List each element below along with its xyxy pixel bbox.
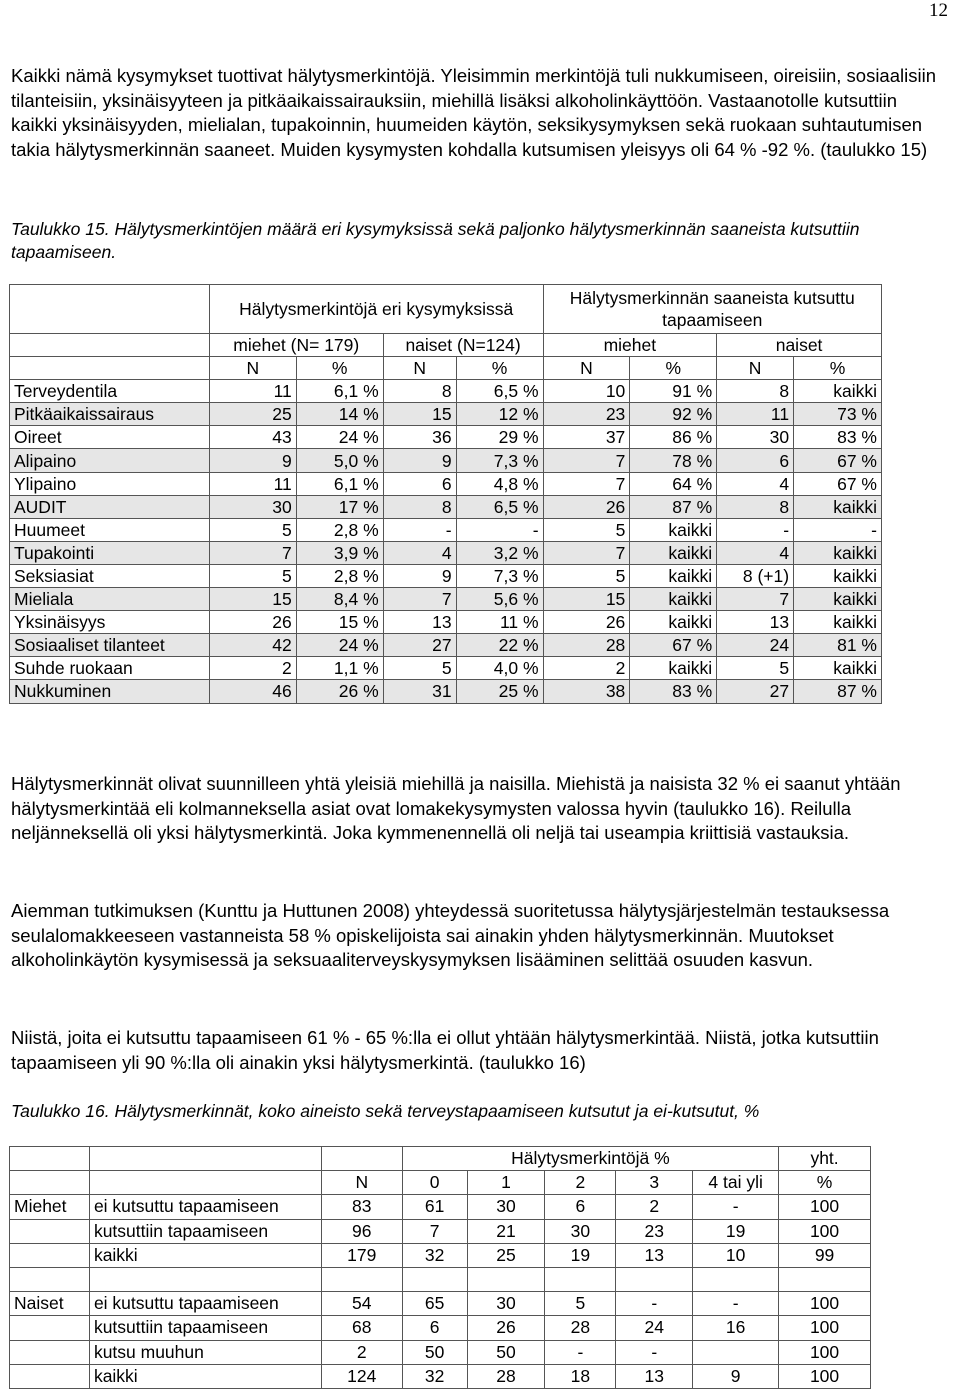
table-row [10,680,882,703]
table-cell: 23 [543,403,630,426]
table-cell: 5 [545,1292,616,1316]
paragraph-2: Hälytysmerkinnät olivat suunnilleen yhtä yleisiä miehillä ja naisilla. Miehistä ja naisista 32 % ei saanut yhtään hälytysmerkintää eli kolmanneksella asiat ovat lomakekysymysten valossa hyvin (taulukko 16). Reilulla neljänneksellä oli yksi hälytysmerkintä. Joka kymmenennellä oli neljä tai useampia kriittisiä vastauksia. [11,773,901,843]
empty-cell [545,1267,616,1291]
table-cell: 2,8 % [296,564,383,587]
paragraph-3: Aiemman tutkimuksen (Kunttu ja Huttunen 2008) yhteydessä suoritetussa hälytysjärjestelmän testauksessa seulalomakkeeseen vastanneista 58 % opiskelijoista sai ainakin yhden hälytysmerkinnän. Muutokset alkoholinkäytön kysymisessä ja seksuaaliterveyskysymyksen lisääminen selittää osuuden kasvun. [11,900,890,970]
table-cell: 19 [693,1219,779,1243]
group-label-empty [10,1316,90,1340]
table-cell: 42 [209,634,296,657]
header-group-1: Hälytysmerkintöjä eri kysymyksissä [209,285,543,334]
header-empty [321,1147,402,1171]
row-label: kutsuttiin tapaamiseen [89,1316,321,1340]
table-cell: 13 [616,1243,693,1267]
table-cell: 3,2 % [456,541,543,564]
table-cell: 7 [209,541,296,564]
table-cell: 9 [383,564,456,587]
table-cell: 24 [717,634,794,657]
table-cell: 18 [545,1364,616,1388]
table-row [10,1340,871,1364]
table-cell: 67 % [630,634,717,657]
col-header: N [321,1171,402,1195]
table-row [10,1316,871,1340]
table-cell: 15 [209,588,296,611]
table-cell: 83 [321,1195,402,1219]
row-label: Pitkäaikaissairaus [10,403,210,426]
group-label-empty [10,1340,90,1364]
table-16 [9,1146,871,1389]
table-cell: 9 [383,449,456,472]
table-cell: 6,1 % [296,472,383,495]
table-cell: 22 % [456,634,543,657]
table-cell: 179 [321,1243,402,1267]
table-cell: - [693,1195,779,1219]
table-cell: 5 [543,564,630,587]
group-label-empty [10,1243,90,1267]
table-cell: 10 [693,1243,779,1267]
table-cell: 50 [467,1340,545,1364]
table-cell: 83 % [794,426,882,449]
table-cell: 8 [383,380,456,403]
row-label: kutsuttiin tapaamiseen [89,1219,321,1243]
table-cell: 8,4 % [296,588,383,611]
table-cell: 91 % [630,380,717,403]
table-cell: 5,6 % [456,588,543,611]
unit-header: % [456,357,543,380]
header-empty [10,357,210,380]
table-cell: 100 [779,1195,871,1219]
table-cell: 11 % [456,611,543,634]
table-cell: kaikki [630,611,717,634]
table-cell: 9 [693,1364,779,1388]
col-header: 0 [402,1171,467,1195]
table-cell: 30 [467,1292,545,1316]
table-cell: 4 [717,472,794,495]
table-cell: kaikki [794,564,882,587]
table-cell: 8 [383,495,456,518]
table-row [10,541,882,564]
col-header: 4 tai yli [693,1171,779,1195]
group-label: Miehet [10,1195,90,1219]
table-cell: kaikki [794,541,882,564]
row-label: Yksinäisyys [10,611,210,634]
table-row [10,403,882,426]
table-cell: 7 [717,588,794,611]
table-cell: kaikki [630,588,717,611]
table-cell: - [383,518,456,541]
table-cell: 124 [321,1364,402,1388]
table-cell: 13 [717,611,794,634]
table-cell: kaikki [630,518,717,541]
table-cell: - [794,518,882,541]
table-cell: 26 [467,1316,545,1340]
col-header: % [779,1171,871,1195]
row-label: kaikki [89,1243,321,1267]
table-cell: 99 [779,1243,871,1267]
table-cell: 100 [779,1316,871,1340]
row-label: ei kutsuttu tapaamiseen [89,1195,321,1219]
table-cell: 21 [467,1219,545,1243]
table-cell: 13 [616,1364,693,1388]
table-cell: 8 (+1) [717,564,794,587]
table-cell: kaikki [630,657,717,680]
table-cell: 43 [209,426,296,449]
table-15-caption: Taulukko 15. Hälytysmerkintöjen määrä eri kysymyksissä sekä paljonko hälytysmerkinnän saaneista kutsuttiin tapaamiseen. [11,219,860,262]
table-cell: 36 [383,426,456,449]
table-row [10,588,882,611]
table-cell: 37 [543,426,630,449]
table-cell: 6 [402,1316,467,1340]
table-cell: 64 % [630,472,717,495]
table-cell: 24 % [296,426,383,449]
row-label: Mieliala [10,588,210,611]
table-cell: 7 [402,1219,467,1243]
table-cell: 100 [779,1364,871,1388]
table-cell: 61 [402,1195,467,1219]
header-empty [89,1171,321,1195]
table-row [10,1292,871,1316]
table-cell: 4,8 % [456,472,543,495]
table-row [10,1364,871,1388]
table-row [10,634,882,657]
table-cell: 12 % [456,403,543,426]
table-cell: 81 % [794,634,882,657]
table-cell: 24 % [296,634,383,657]
sub-header: miehet (N= 179) [209,334,383,357]
table-cell: 2 [543,657,630,680]
paragraph-1: Kaikki nämä kysymykset tuottivat hälytysmerkintöjä. Yleisimmin merkintöjä tuli nukkumiseen, oireisiin, sosiaalisiin tilanteisiin, yksinäisyyteen ja pitkäaikaissairauksiin, miehillä lisäksi alkoholinkäyttöön. Vastaanotolle kutsuttiin kaikki yksinäisyyden, mielialan, tupakoinnin, huumeiden käytön, seksikysymyksen sekä ruokaan suhtautumisen takia hälytysmerkinnän saaneet. Muiden kysymysten kohdalla kutsumisen yleisyys oli 64 % -92 %. (taulukko 15) [11,65,936,160]
table-subheader-row [10,334,882,357]
table-cell: 26 [209,611,296,634]
table-row [10,1195,871,1219]
table-cell: 100 [779,1340,871,1364]
empty-cell [693,1267,779,1291]
table-cell: 1,1 % [296,657,383,680]
table-cell: 3,9 % [296,541,383,564]
table-cell: 7,3 % [456,564,543,587]
table-cell: 7,3 % [456,449,543,472]
table-cell: 87 % [630,495,717,518]
table-cell: 4 [717,541,794,564]
table-cell: - [717,518,794,541]
row-label: Ylipaino [10,472,210,495]
table-cell: 86 % [630,426,717,449]
table-cell: 15 % [296,611,383,634]
table-cell: kaikki [794,657,882,680]
table-cell: 2 [209,657,296,680]
row-label: Huumeet [10,518,210,541]
table-row [10,449,882,472]
table-cell: 7 [383,588,456,611]
table-cell: 38 [543,680,630,703]
table-cell: 26 [543,495,630,518]
header-group-2: Hälytysmerkinnän saaneista kutsuttu tapaamiseen [543,285,881,334]
col-header: 2 [545,1171,616,1195]
table-cell: 15 [383,403,456,426]
row-label: Sosiaaliset tilanteet [10,634,210,657]
table-cell: 4,0 % [456,657,543,680]
header-group: Hälytysmerkintöjä % [402,1147,778,1171]
table-cell: 50 [402,1340,467,1364]
row-label: AUDIT [10,495,210,518]
table-cell: kaikki [794,380,882,403]
table-cell: kaikki [630,541,717,564]
table-cell: 8 [717,380,794,403]
table-cell: 46 [209,680,296,703]
table-cell: 2,8 % [296,518,383,541]
table-cell: 7 [543,541,630,564]
table-cell: 19 [545,1243,616,1267]
header-empty [10,285,210,334]
table-cell: 6 [717,449,794,472]
row-label: Oireet [10,426,210,449]
table-row [10,495,882,518]
table-cell: 28 [545,1316,616,1340]
table-cell: 6 [545,1195,616,1219]
unit-header: N [383,357,456,380]
table-cell: 32 [402,1364,467,1388]
group-label: Naiset [10,1292,90,1316]
table-cell: 78 % [630,449,717,472]
unit-header: % [630,357,717,380]
table-cell: 92 % [630,403,717,426]
table-cell: - [456,518,543,541]
separator-row [10,1267,871,1291]
empty-cell [616,1267,693,1291]
table-cell: 13 [383,611,456,634]
table-cell: 11 [209,380,296,403]
unit-header: N [209,357,296,380]
col-header: 3 [616,1171,693,1195]
table-cell: 65 [402,1292,467,1316]
row-label: Terveydentila [10,380,210,403]
table-cell: 67 % [794,449,882,472]
unit-header: N [543,357,630,380]
table-15 [9,284,882,704]
table-cell: kaikki [794,588,882,611]
row-label: kaikki [89,1364,321,1388]
table-cell: 83 % [630,680,717,703]
header-empty [10,1171,90,1195]
table-row [10,518,882,541]
page-number: 12 [929,0,948,21]
table-row [10,426,882,449]
group-label-empty [10,1364,90,1388]
table-cell: 26 [543,611,630,634]
table-cell: 32 [402,1243,467,1267]
header-total: yht. [779,1147,871,1171]
table-cell: 6,5 % [456,380,543,403]
table-cell: 11 [209,472,296,495]
empty-cell [402,1267,467,1291]
table-cell: 5 [717,657,794,680]
table-cell: 73 % [794,403,882,426]
table-cell: 6,1 % [296,380,383,403]
table-cell: 30 [717,426,794,449]
table-row [10,1219,871,1243]
header-empty [89,1147,321,1171]
table-cell [693,1340,779,1364]
table-cell: 30 [467,1195,545,1219]
table-row [10,380,882,403]
col-header: 1 [467,1171,545,1195]
table-header-row [10,1147,871,1171]
table-cell: 29 % [456,426,543,449]
table-cell: - [616,1292,693,1316]
table-row [10,611,882,634]
table-cell: 5 [543,518,630,541]
table-cell: 2 [616,1195,693,1219]
table-cell: 2 [321,1340,402,1364]
table-cell: 24 [616,1316,693,1340]
table-cell: 26 % [296,680,383,703]
table-cell: kaikki [794,611,882,634]
row-label: kutsu muuhun [89,1340,321,1364]
table-cell: - [545,1340,616,1364]
table-cell: 10 [543,380,630,403]
unit-header: % [794,357,882,380]
row-label: Nukkuminen [10,680,210,703]
table-cell: 31 [383,680,456,703]
table-row [10,472,882,495]
table-row [10,564,882,587]
empty-cell [779,1267,871,1291]
table-cell: 9 [209,449,296,472]
table-cell: 4 [383,541,456,564]
table-cell: 8 [717,495,794,518]
table-cell: 25 [209,403,296,426]
table-cell: 25 % [456,680,543,703]
table-row [10,1243,871,1267]
table-cell: 5,0 % [296,449,383,472]
row-label: Tupakointi [10,541,210,564]
sub-header: miehet [543,334,717,357]
table-cell: 87 % [794,680,882,703]
table-cell: 28 [543,634,630,657]
empty-cell [467,1267,545,1291]
table-cell: 54 [321,1292,402,1316]
group-label-empty [10,1219,90,1243]
sub-header: naiset [717,334,882,357]
unit-header: % [296,357,383,380]
table-cell: 28 [467,1364,545,1388]
table-cell: 67 % [794,472,882,495]
table-units-row [10,357,882,380]
table-cell: 5 [209,518,296,541]
table-16-caption: Taulukko 16. Hälytysmerkinnät, koko aineisto sekä terveystapaamiseen kutsutut ja ei-kutsutut, % [11,1101,760,1121]
row-label: Suhde ruokaan [10,657,210,680]
table-cell: 6 [383,472,456,495]
table-cell: 14 % [296,403,383,426]
header-empty [10,334,210,357]
table-cell: 6,5 % [456,495,543,518]
table-row [10,657,882,680]
empty-cell [10,1267,90,1291]
table-subheader-row [10,1171,871,1195]
table-cell: 100 [779,1219,871,1243]
table-cell: 68 [321,1316,402,1340]
table-cell: 27 [383,634,456,657]
table-cell: - [693,1292,779,1316]
table-cell: 11 [717,403,794,426]
table-cell: 16 [693,1316,779,1340]
table-cell: 100 [779,1292,871,1316]
table-cell: - [616,1340,693,1364]
sub-header: naiset (N=124) [383,334,543,357]
row-label: Alipaino [10,449,210,472]
empty-cell [321,1267,402,1291]
paragraph-4: Niistä, joita ei kutsuttu tapaamiseen 61 % - 65 %:lla ei ollut yhtään hälytysmerkintää. Niistä, jotka kutsuttiin tapaamiseen yli 90 %:lla oli ainakin yksi hälytysmerkintä. (taulukko 16) [11,1027,879,1073]
table-cell: 15 [543,588,630,611]
table-cell: 30 [209,495,296,518]
table-cell: 5 [209,564,296,587]
table-cell: 7 [543,449,630,472]
table-cell: 17 % [296,495,383,518]
table-cell: 7 [543,472,630,495]
table-cell: 30 [545,1219,616,1243]
table-cell: 23 [616,1219,693,1243]
table-header-row [10,285,882,334]
header-empty [10,1147,90,1171]
row-label: Seksiasiat [10,564,210,587]
table-cell: kaikki [630,564,717,587]
table-cell: 5 [383,657,456,680]
table-cell: 27 [717,680,794,703]
unit-header: N [717,357,794,380]
empty-cell [89,1267,321,1291]
table-cell: 96 [321,1219,402,1243]
table-cell: 25 [467,1243,545,1267]
row-label: ei kutsuttu tapaamiseen [89,1292,321,1316]
table-cell: kaikki [794,495,882,518]
